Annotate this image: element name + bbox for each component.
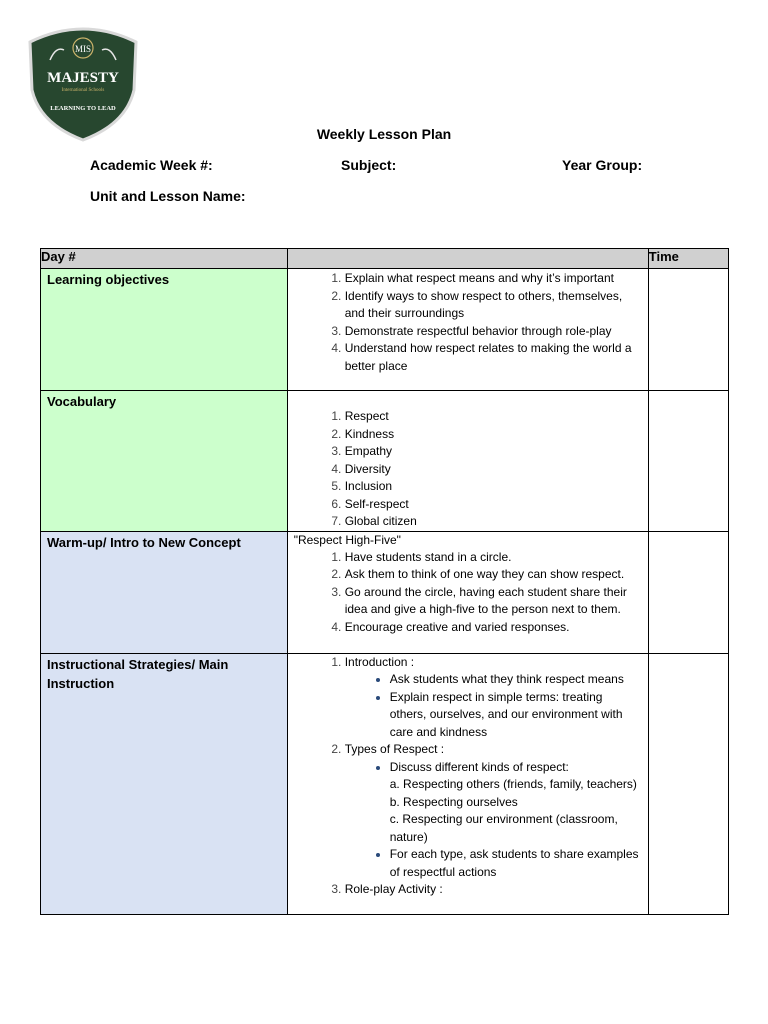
list-item: 3. Demonstrate respectful behavior through role-play	[345, 323, 642, 341]
subject-label: Subject:	[341, 157, 397, 173]
list-item: • Explain respect in simple terms: treating others, ourselves, and our environment with care and kindness	[390, 689, 642, 742]
types-b: b. Respecting ourselves	[389, 794, 518, 809]
logo-motto: LEARNING TO LEAD	[50, 105, 116, 112]
list-item	[345, 741, 642, 881]
objectives-list	[294, 270, 642, 375]
instruction-list	[294, 654, 642, 899]
unit-lesson-label: Unit and Lesson Name:	[90, 188, 246, 204]
list-item: 6. Self-respect	[345, 496, 642, 514]
list-item: 7. Global citizen	[345, 513, 642, 531]
logo-name: MAJESTY	[47, 70, 119, 86]
instruction-label: Instructional Strategies/ Main Instruction	[41, 653, 288, 914]
list-item: 4. Understand how respect relates to making the world a better place	[345, 340, 642, 375]
warmup-time	[648, 531, 728, 653]
list-item	[345, 654, 642, 742]
list-item: 3. Empathy	[345, 443, 642, 461]
list-item: 2. Ask them to think of one way they can show respect.	[345, 566, 642, 584]
vocabulary-content	[287, 391, 648, 532]
logo-monogram: MIS	[74, 44, 92, 54]
instruction-time	[648, 653, 728, 914]
list-item: 1. Explain what respect means and why it’s important	[345, 270, 642, 288]
list-item: 5. Inclusion	[345, 478, 642, 496]
list-item: • For each type, ask students to share examples of respectful actions	[390, 846, 642, 881]
vocabulary-list	[294, 408, 642, 531]
list-item: 1. Have students stand in a circle.	[345, 549, 642, 567]
lesson-plan-table	[40, 248, 729, 915]
warmup-label: Warm-up/ Intro to New Concept	[41, 531, 288, 653]
list-item: 4. Diversity	[345, 461, 642, 479]
day-header: Day #	[41, 249, 288, 269]
objectives-content	[287, 269, 648, 391]
objectives-row	[41, 269, 729, 391]
list-item: 2. Kindness	[345, 426, 642, 444]
types-heading: Types of Respect :	[344, 742, 445, 756]
list-item: 3. Go around the circle, having each student share their idea and give a high-five to the person next to them.	[345, 584, 642, 619]
year-group-label: Year Group:	[562, 157, 643, 173]
types-discuss: • Discuss different kinds of respect:	[389, 759, 569, 774]
list-item: 4. Encourage creative and varied responses.	[345, 619, 642, 637]
middle-header	[287, 249, 648, 269]
warmup-row	[41, 531, 729, 653]
warmup-content	[287, 531, 648, 653]
instruction-content	[287, 653, 648, 914]
list-item	[390, 759, 642, 847]
warmup-activity-name: "Respect High-Five"	[293, 532, 401, 547]
vocabulary-time	[648, 391, 728, 532]
academic-week-label: Academic Week #:	[90, 157, 213, 173]
objectives-label: Learning objectives	[41, 269, 288, 391]
warmup-list	[294, 549, 642, 637]
types-bullets	[345, 759, 642, 882]
vocabulary-row	[41, 391, 729, 532]
intro-bullets	[345, 671, 642, 741]
list-item: 1. Respect	[345, 408, 642, 426]
list-item: 2. Identify ways to show respect to others, themselves, and their surroundings	[345, 288, 642, 323]
types-a: a. Respecting others (friends, family, teachers)	[389, 777, 637, 791]
list-item: 3. Role-play Activity :	[345, 881, 642, 899]
logo-tagline: International Schools	[61, 88, 105, 93]
objectives-time	[648, 269, 728, 391]
intro-heading: Introduction :	[344, 654, 415, 669]
instruction-row	[41, 653, 729, 914]
table-header-row	[41, 249, 729, 269]
vocabulary-label: Vocabulary	[41, 391, 288, 532]
types-c: c. Respecting our environment (classroom, nature)	[389, 812, 618, 844]
list-item: • Ask students what they think respect means	[390, 671, 642, 689]
time-header: Time	[648, 249, 728, 269]
page-title: Weekly Lesson Plan	[316, 126, 452, 142]
